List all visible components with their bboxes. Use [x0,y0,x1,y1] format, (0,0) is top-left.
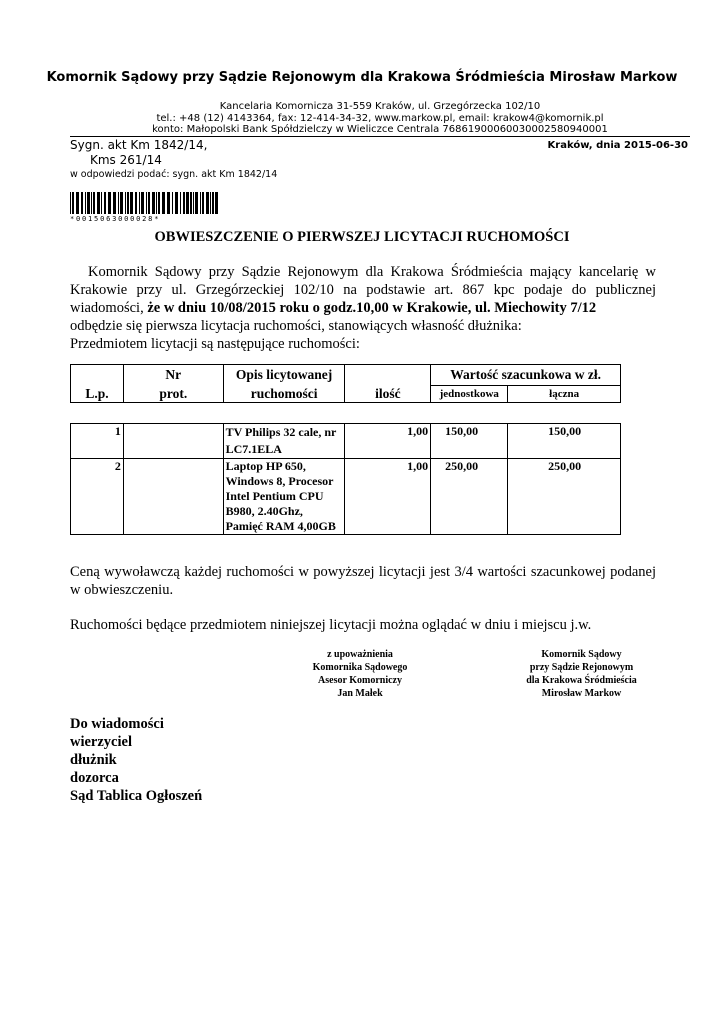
header-desc: Opis licytowanej [223,365,345,386]
list-item: dozorca [70,770,119,786]
sig-left-line: z upoważnienia [327,649,393,660]
header-lp: L.p. [71,365,124,403]
row-desc: TV Philips 32 cale, nr LC7.1ELA [223,424,345,459]
sig-left-line: Jan Małek [337,688,383,699]
office-bank-account: konto: Małopolski Bank Spółdzielczy w Wieliczce Centrala 76861900060030002580940001 [152,124,608,135]
table-row [71,424,621,459]
office-address: Kancelaria Komornicza 31-559 Kraków, ul. Grzegórzecka 102/10 [219,101,541,112]
row-unit: 250,00 [431,459,508,535]
row-total: 250,00 [508,459,621,535]
case-kms: Kms 261/14 [90,153,162,167]
header-nr: Nr [123,365,223,386]
header-desc-2: ruchomości [223,386,345,403]
notice-title: OBWIESZCZENIE O PIERWSZEJ LICYTACJI RUCHOMOŚCI [154,229,570,245]
row-unit: 150,00 [431,424,508,459]
signature-assessor [280,648,440,700]
barcode-text: *0015063000028* [70,215,161,223]
viewing-note: Ruchomości będące przedmiotem niniejszej licytacji można oglądać w dniu i miejscu j.w. [70,617,592,633]
row-qty: 1,00 [345,459,431,535]
sig-left-line: Komornika Sądowego [312,662,408,673]
list-item: wierzyciel [70,734,132,750]
row-nr [123,459,223,535]
row-total: 150,00 [508,424,621,459]
office-title: Komornik Sądowy przy Sądzie Rejonowym dla Krakowa Śródmieścia Mirosław Markow [46,70,678,85]
intro-text: Komornik Sądowy przy Sądzie Rejonowym dla Krakowa Śródmieścia mający kancelarię w Krakowie przy ul. Grzegórzeckiej 102/10 na podstawie art. 867 kpc podaje do publicznej wiadomości, [70,264,656,316]
sig-right-line: Mirosław Markow [541,688,622,699]
office-contact: tel.: +48 (12) 4143364, fax: 12-414-34-32, www.markow.pl, email: krakow4@komornik.pl [156,113,604,124]
row-lp: 1 [71,424,124,459]
reply-reference: w odpowiedzi podać: sygn. akt Km 1842/14 [70,169,278,180]
sig-right-line: przy Sądzie Rejonowym [529,662,634,673]
header-divider [70,136,690,137]
list-item: Sąd Tablica Ogłoszeń [70,788,203,804]
items-table [70,423,621,535]
sig-right-line: Komornik Sądowy [541,649,622,660]
notice-intro [70,263,656,353]
row-desc: Laptop HP 650, Windows 8, Procesor Intel Pentium CPU B980, 2.40Ghz, Pamięć RAM 4,00GB [223,459,345,535]
list-item: dłużnik [70,752,117,768]
distribution-list [70,715,202,805]
barcode [70,192,220,214]
header-qty: ilość [345,365,431,403]
row-nr [123,424,223,459]
signature-bailiff [499,648,664,700]
header-unit: jednostkowa [431,386,508,403]
header-prot: prot. [123,386,223,403]
row-lp: 2 [71,459,124,535]
intro-line-2: odbędzie się pierwsza licytacja ruchomości, stanowiących własność dłużnika: [70,318,522,334]
sig-left-line: Asesor Komorniczy [318,675,402,686]
table-header [70,364,621,403]
header-value: Wartość szacunkowa w zł. [431,365,621,386]
distribution-title: Do wiadomości [70,716,164,732]
price-note: Ceną wywoławczą każdej ruchomości w powyższej licytacji jest 3/4 wartości szacunkowej podanej w obwieszczeniu. [70,564,656,598]
place-date: Kraków, dnia 2015-06-30 [547,140,688,151]
sig-right-line: dla Krakowa Śródmieścia [526,675,637,686]
intro-line-3: Przedmiotem licytacji są następujące ruchomości: [70,336,360,352]
table-row [71,459,621,535]
case-signature: Sygn. akt Km 1842/14, [70,138,208,152]
auction-date-place: że w dniu 10/08/2015 roku o godz.10,00 w Krakowie, ul. Miechowity 7/12 [147,300,597,316]
header-total: łączna [508,386,621,403]
row-qty: 1,00 [345,424,431,459]
